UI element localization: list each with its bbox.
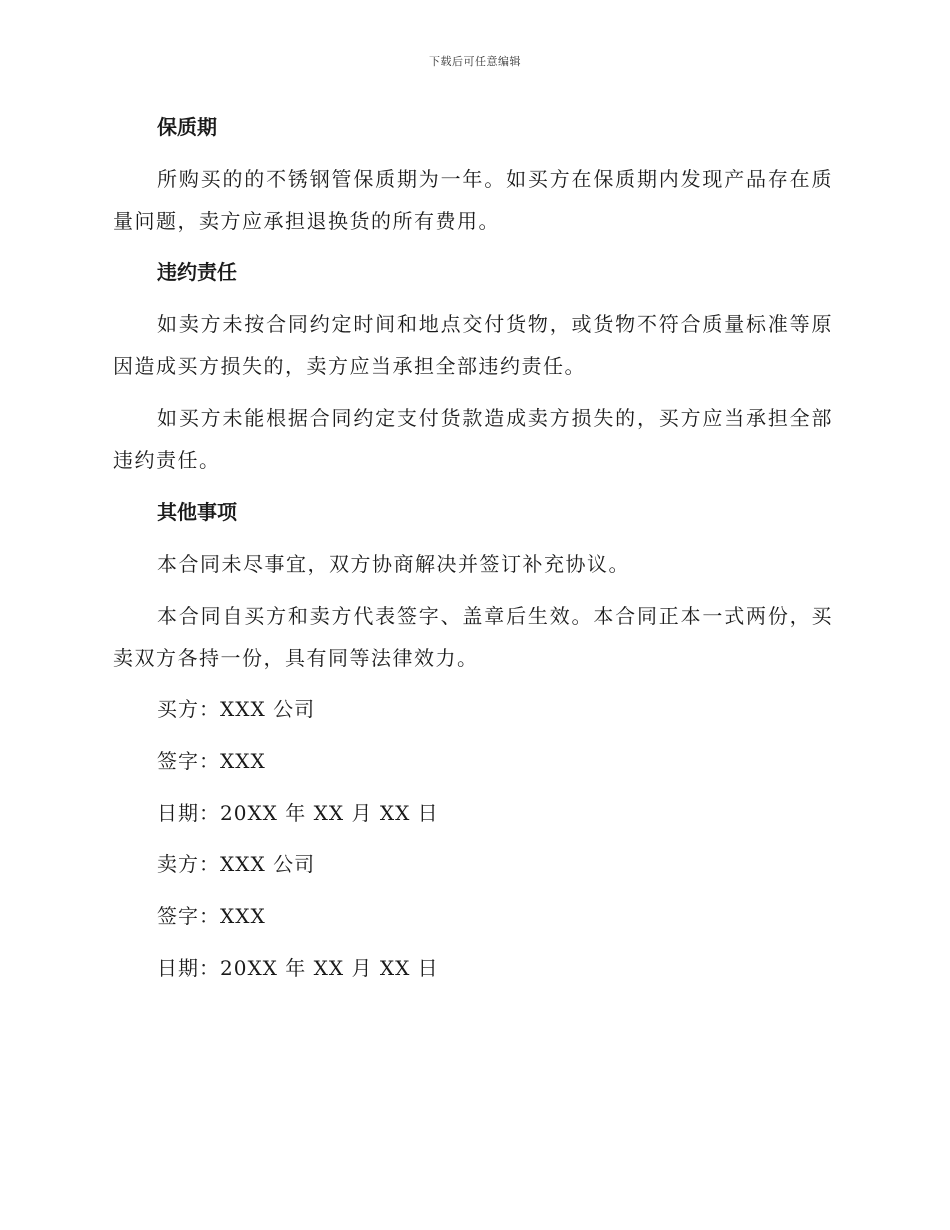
buyer-date: 日期：20XX 年 XX 月 XX 日 xyxy=(157,801,439,825)
paragraph-other-1: 本合同未尽事宜，双方协商解决并签订补充协议。 xyxy=(157,552,630,576)
page-header: 下载后可任意编辑 xyxy=(429,55,521,68)
buyer-signature: 签字：XXX xyxy=(157,749,266,773)
seller-company: 卖方：XXX 公司 xyxy=(157,852,316,876)
paragraph-other-2: 本合同自买方和卖方代表签字、盖章后生效。本合同正本一式两份，买卖双方各持一份，具有同等法律效力。 xyxy=(113,604,833,670)
seller-signature: 签字：XXX xyxy=(157,904,266,928)
heading-other: 其他事项 xyxy=(157,500,237,524)
paragraph-breach-1: 如卖方未按合同约定时间和地点交付货物，或货物不符合质量标准等原因造成买方损失的，卖方应当承担全部违约责任。 xyxy=(113,312,833,378)
heading-breach: 违约责任 xyxy=(157,260,237,284)
seller-date: 日期：20XX 年 XX 月 XX 日 xyxy=(157,956,439,980)
heading-warranty: 保质期 xyxy=(157,115,217,139)
paragraph-warranty: 所购买的的不锈钢管保质期为一年。如买方在保质期内发现产品存在质量问题，卖方应承担退换货的所有费用。 xyxy=(113,167,833,233)
paragraph-breach-2: 如买方未能根据合同约定支付货款造成卖方损失的，买方应当承担全部违约责任。 xyxy=(113,406,833,472)
buyer-company: 买方：XXX 公司 xyxy=(157,697,316,721)
